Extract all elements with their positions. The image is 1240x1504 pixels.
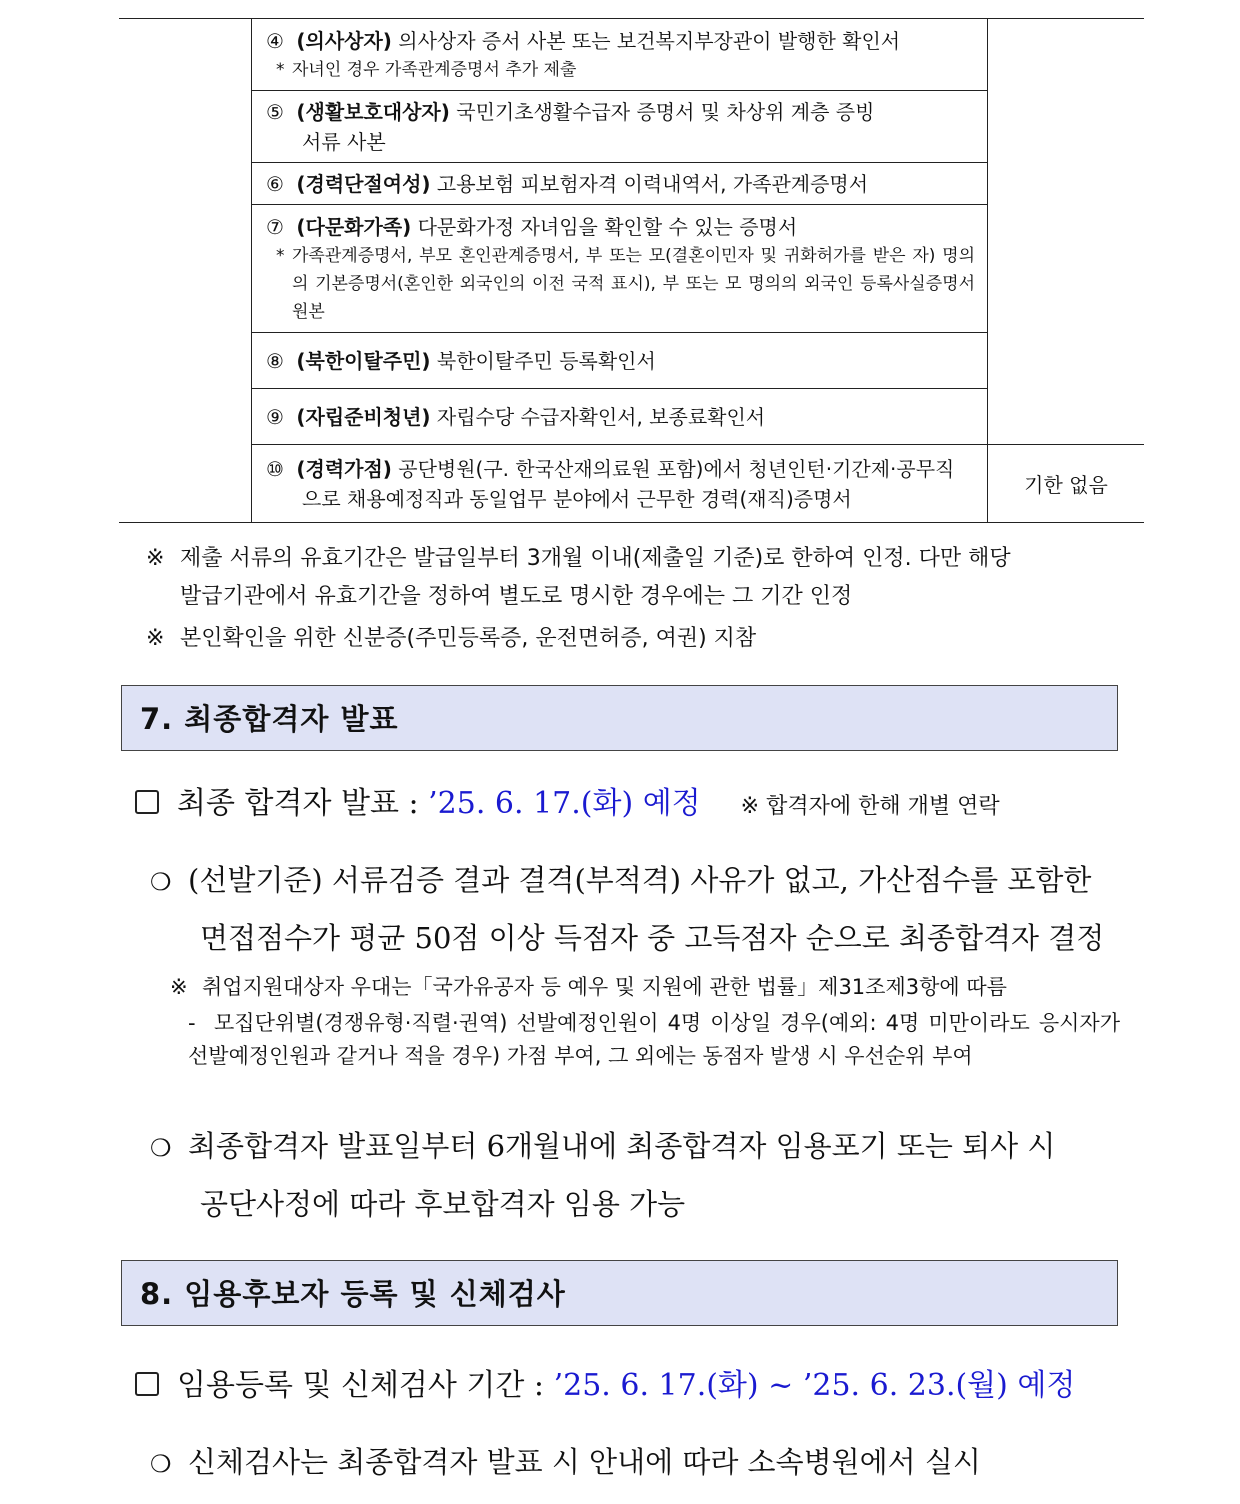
announcement-note: ※ 합격자에 한해 개별 연락 (740, 794, 1000, 819)
row-category: (북한이탈주민) (296, 348, 431, 373)
medical-exam (150, 1434, 1120, 1492)
dash-marker: - (188, 1011, 196, 1035)
row-category: (생활보호대상자) (296, 99, 450, 124)
row-text: 북한이탈주민 등록확인서 (436, 348, 656, 373)
circle-bullet-icon: ❍ (150, 868, 172, 896)
table-row (252, 445, 988, 523)
bullet-text-cont: 공단사정에 따라 후보합격자 임용 가능 (200, 1187, 686, 1221)
row-number: ⑨ (266, 404, 284, 429)
bullet-text: (선발기준) 서류검증 결과 결격(부적격) 사유가 없고, 가산점수를 포함한 (188, 863, 1092, 897)
table-left-cell (119, 19, 252, 523)
row-text: 국민기초생활수급자 증명서 및 차상위 계층 증빙 (456, 99, 875, 124)
note-text: 제출 서류의 유효기간은 발급일부터 3개월 이내(제출일 기준)로 한하여 인정. 다만 해당 (180, 546, 1011, 571)
note-id-card (146, 620, 1121, 658)
row-number: ④ (266, 28, 284, 53)
row-number: ⑧ (266, 348, 284, 373)
table-right-cell (988, 19, 1145, 445)
bullet-text: 신체검사는 최종합격자 발표 시 안내에 따라 소속병원에서 실시 (188, 1445, 981, 1479)
square-bullet-icon (135, 790, 159, 814)
row-category: (경력가점) (296, 456, 392, 481)
section-7-header: 7. 최종합격자 발표 (121, 685, 1118, 751)
bullet-text-cont: 면접점수가 평균 50점 이상 득점자 중 고득점자 순으로 최종합격자 결정 (200, 921, 1105, 955)
row-text: 공단병원(구. 한국산재의료원 포함)에서 청년인턴·기간제·공무직 (398, 456, 955, 481)
circle-bullet-icon: ❍ (150, 1450, 172, 1478)
documents-table (119, 18, 1144, 523)
row-text: 의사상자 증서 사본 또는 보건복지부장관이 발행한 확인서 (398, 28, 901, 53)
row-category: (경력단절여성) (296, 171, 431, 196)
row-category: (다문화가족) (296, 214, 412, 239)
row-category: (자립준비청년) (296, 404, 431, 429)
substitute-candidate (150, 1118, 1120, 1232)
dash-text: 모집단위별(경쟁유형·직렬·권역) 선발예정인원이 4명 이상일 경우(예외: 4명 미만이라도 응시자가 선발예정인원과 같거나 적을 경우) 가점 부여, 그 외에는 동점자 발생 시 우선순위 부여 (188, 1011, 1120, 1068)
row-text-cont: 서류 사본 (302, 129, 386, 154)
announcement-label: 최종 합격자 발표 : (177, 786, 429, 821)
row-number: ⑤ (266, 99, 284, 124)
section-8-header: 8. 임용후보자 등록 및 신체검사 (121, 1260, 1118, 1326)
table-row (252, 205, 988, 333)
square-bullet-icon (135, 1372, 159, 1396)
row-text: 자립수당 수급자확인서, 보종료확인서 (436, 404, 766, 429)
final-announcement (135, 784, 1000, 827)
row-number: ⑦ (266, 214, 284, 239)
validity-cell: 기한 없음 (988, 445, 1145, 523)
table-row (252, 91, 988, 163)
registration-period (135, 1366, 1075, 1406)
row-number: ⑥ (266, 171, 284, 196)
note-validity (146, 540, 1121, 616)
period-label: 임용등록 및 신체검사 기간 : (177, 1368, 554, 1403)
announcement-date: ’25. 6. 17.(화) 예정 (428, 786, 701, 821)
note-marker: ※ (146, 626, 165, 651)
row-category: (의사상자) (296, 28, 392, 53)
note-marker: ※ (170, 975, 188, 999)
note-text: 취업지원대상자 우대는「국가유공자 등 예우 및 지원에 관한 법률」제31조제3항에 따름 (202, 975, 1007, 999)
table-row (252, 333, 988, 389)
row-subnote: 자녀인 경우 가족관계증명서 추가 제출 (292, 59, 577, 80)
sub-marker: * (276, 59, 285, 80)
row-text: 고용보험 피보험자격 이력내역서, 가족관계증명서 (436, 171, 869, 196)
table-row (252, 163, 988, 205)
bonus-detail (188, 1007, 1120, 1073)
row-text: 다문화가정 자녀임을 확인할 수 있는 증명서 (417, 214, 798, 239)
note-text-cont: 발급기관에서 유효기간을 정하여 별도로 명시한 경우에는 그 기간 인정 (180, 584, 853, 609)
row-text-cont: 으로 채용예정직과 동일업무 분야에서 근무한 경력(재직)증명서 (302, 486, 852, 511)
note-text: 본인확인을 위한 신분증(주민등록증, 운전면허증, 여권) 지참 (180, 626, 757, 651)
period-date: ’25. 6. 17.(화) ~ ’25. 6. 23.(월) 예정 (553, 1368, 1076, 1403)
sub-marker: * (276, 245, 285, 266)
bullet-text: 최종합격자 발표일부터 6개월내에 최종합격자 임용포기 또는 퇴사 시 (188, 1129, 1056, 1163)
selection-criteria (150, 852, 1120, 966)
row-number: ⑩ (266, 456, 284, 481)
table-row (252, 389, 988, 445)
preference-note (170, 970, 1120, 1004)
circle-bullet-icon: ❍ (150, 1134, 172, 1162)
table-row (252, 19, 988, 91)
row-subnote: 가족관계증명서, 부모 혼인관계증명서, 부 또는 모(결혼이민자 및 귀화허가를 받은 자) 명의의 기본증명서(혼인한 외국인의 이전 국적 표시), 부 또는 모 명의의 외국인 등록사실증명서 원본 (292, 245, 975, 322)
note-marker: ※ (146, 546, 165, 571)
